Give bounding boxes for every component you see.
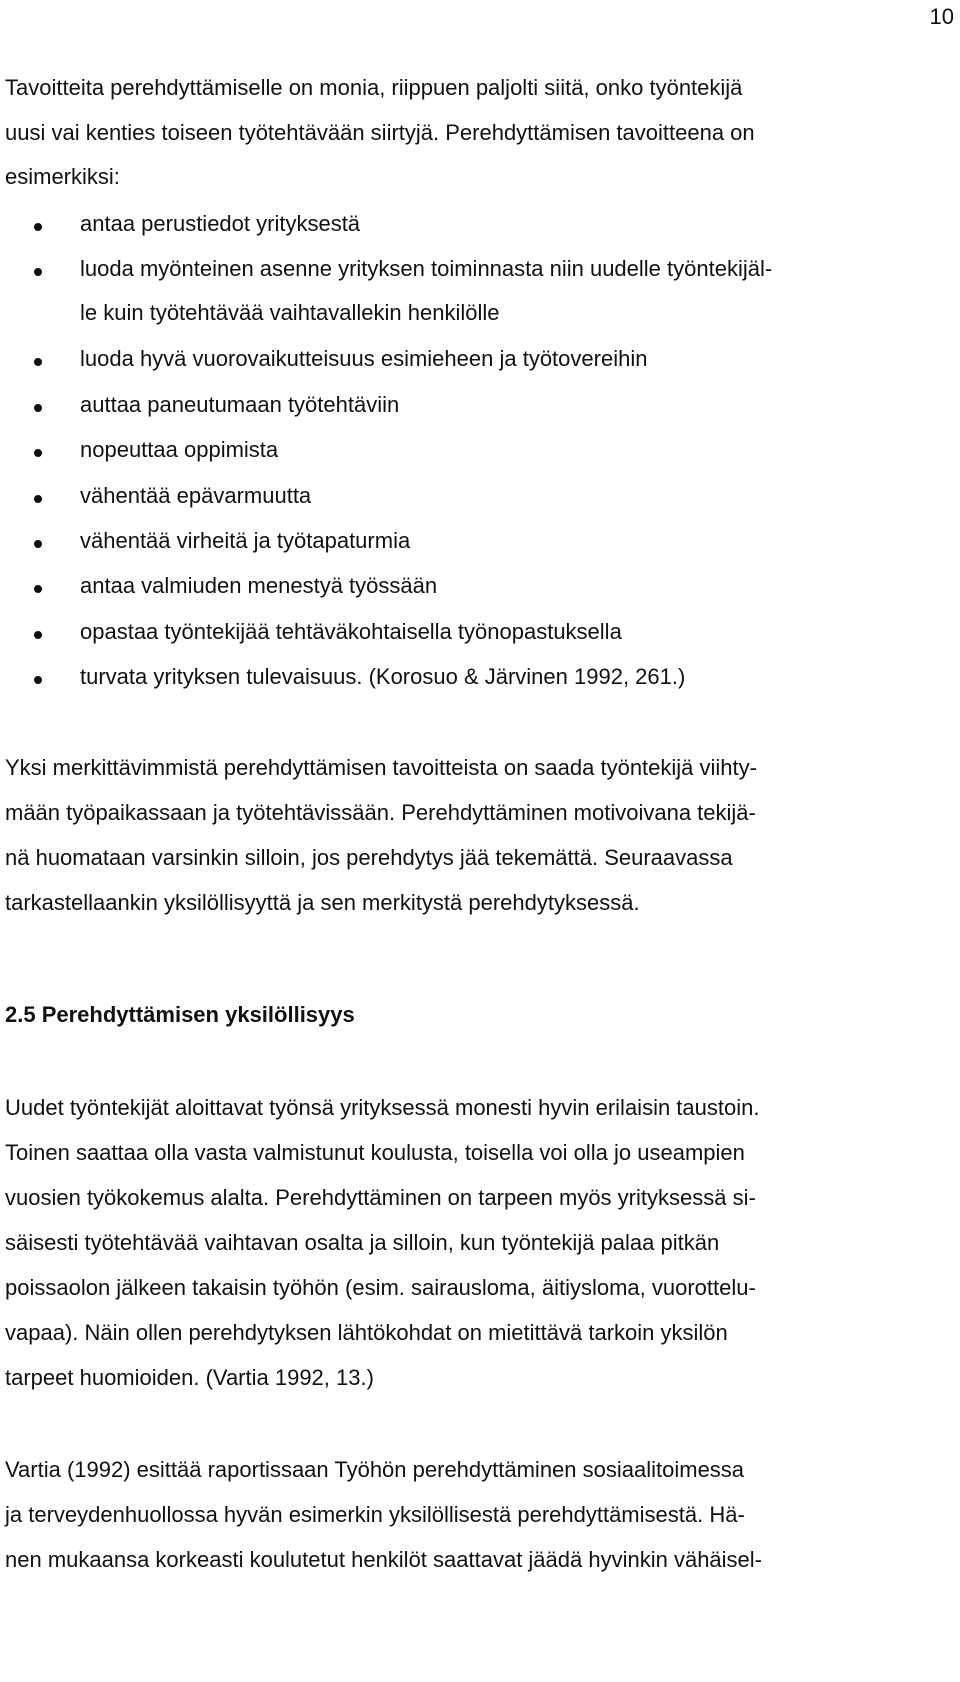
paragraph-line: nä huomataan varsinkin silloin, jos perehdytys jää tekemättä. Seuraavassa (5, 845, 733, 870)
intro-line: Tavoitteita perehdyttämiselle on monia, riippuen paljolti siitä, onko työntekijä (5, 75, 743, 100)
bullet-item: auttaa paneutumaan työtehtäviin (80, 392, 400, 417)
bullet-icon (34, 585, 42, 593)
paragraph-line: tarkastellaankin yksilöllisyyttä ja sen merkitystä perehdytyksessä. (5, 890, 640, 915)
section-heading: 2.5 Perehdyttämisen yksilöllisyys (5, 1002, 355, 1027)
bullet-item: antaa perustiedot yrityksestä (80, 211, 361, 236)
paragraph-line: nen mukaansa korkeasti koulutetut henkilöt saattavat jäädä hyvinkin vähäisel- (5, 1547, 763, 1572)
paragraph-line: poissaolon jälkeen takaisin työhön (esim. sairausloma, äitiysloma, vuorottelu- (5, 1275, 756, 1300)
bullet-item: luoda myönteinen asenne yrityksen toiminnasta niin uudelle työntekijäl- (80, 256, 773, 281)
bullet-icon (34, 223, 42, 231)
paragraph-line: säisesti työtehtävää vaihtavan osalta ja silloin, kun työntekijä palaa pitkän (5, 1230, 720, 1255)
bullet-icon (34, 449, 42, 457)
paragraph-line: vuosien työkokemus alalta. Perehdyttäminen on tarpeen myös yrityksessä si- (5, 1185, 756, 1210)
bullet-item: luoda hyvä vuorovaikutteisuus esimieheen ja työtovereihin (80, 346, 648, 371)
bullet-item: antaa valmiuden menestyä työssään (80, 573, 438, 598)
page-number: 10 (929, 4, 954, 29)
paragraph-line: ja terveydenhuollossa hyvän esimerkin yksilöllisestä perehdyttämisestä. Hä- (5, 1502, 745, 1527)
bullet-item: vähentää epävarmuutta (80, 483, 312, 508)
bullet-item: nopeuttaa oppimista (80, 437, 279, 462)
bullet-icon (34, 676, 42, 684)
paragraph-line: Uudet työntekijät aloittavat työnsä yrityksessä monesti hyvin erilaisin taustoin. (5, 1095, 760, 1120)
bullet-icon (34, 404, 42, 412)
bullet-item: vähentää virheitä ja työtapaturmia (80, 528, 411, 553)
paragraph-line: mään työpaikassaan ja työtehtävissään. Perehdyttäminen motivoivana tekijä- (5, 800, 756, 825)
bullet-icon (34, 631, 42, 639)
bullet-item: opastaa työntekijää tehtäväkohtaisella työnopastuksella (80, 619, 622, 644)
intro-line: uusi vai kenties toiseen työtehtävään siirtyjä. Perehdyttämisen tavoitteena on (5, 120, 755, 145)
bullet-icon (34, 495, 42, 503)
bullet-item: turvata yrityksen tulevaisuus. (Korosuo & Järvinen 1992, 261.) (80, 664, 686, 689)
paragraph-line: Toinen saattaa olla vasta valmistunut koulusta, toisella voi olla jo useampien (5, 1140, 745, 1165)
paragraph-line: vapaa). Näin ollen perehdytyksen lähtökohdat on mietittävä tarkoin yksilön (5, 1320, 728, 1345)
intro-line: esimerkiksi: (5, 164, 120, 189)
bullet-icon (34, 540, 42, 548)
paragraph-line: Vartia (1992) esittää raportissaan Työhön perehdyttäminen sosiaalitoimessa (5, 1457, 745, 1482)
bullet-item-continuation: le kuin työtehtävää vaihtavallekin henkilölle (80, 300, 500, 325)
bullet-icon (34, 268, 42, 276)
paragraph-line: tarpeet huomioiden. (Vartia 1992, 13.) (5, 1365, 374, 1390)
bullet-icon (34, 358, 42, 366)
paragraph-line: Yksi merkittävimmistä perehdyttämisen tavoitteista on saada työntekijä viihty- (5, 755, 757, 780)
